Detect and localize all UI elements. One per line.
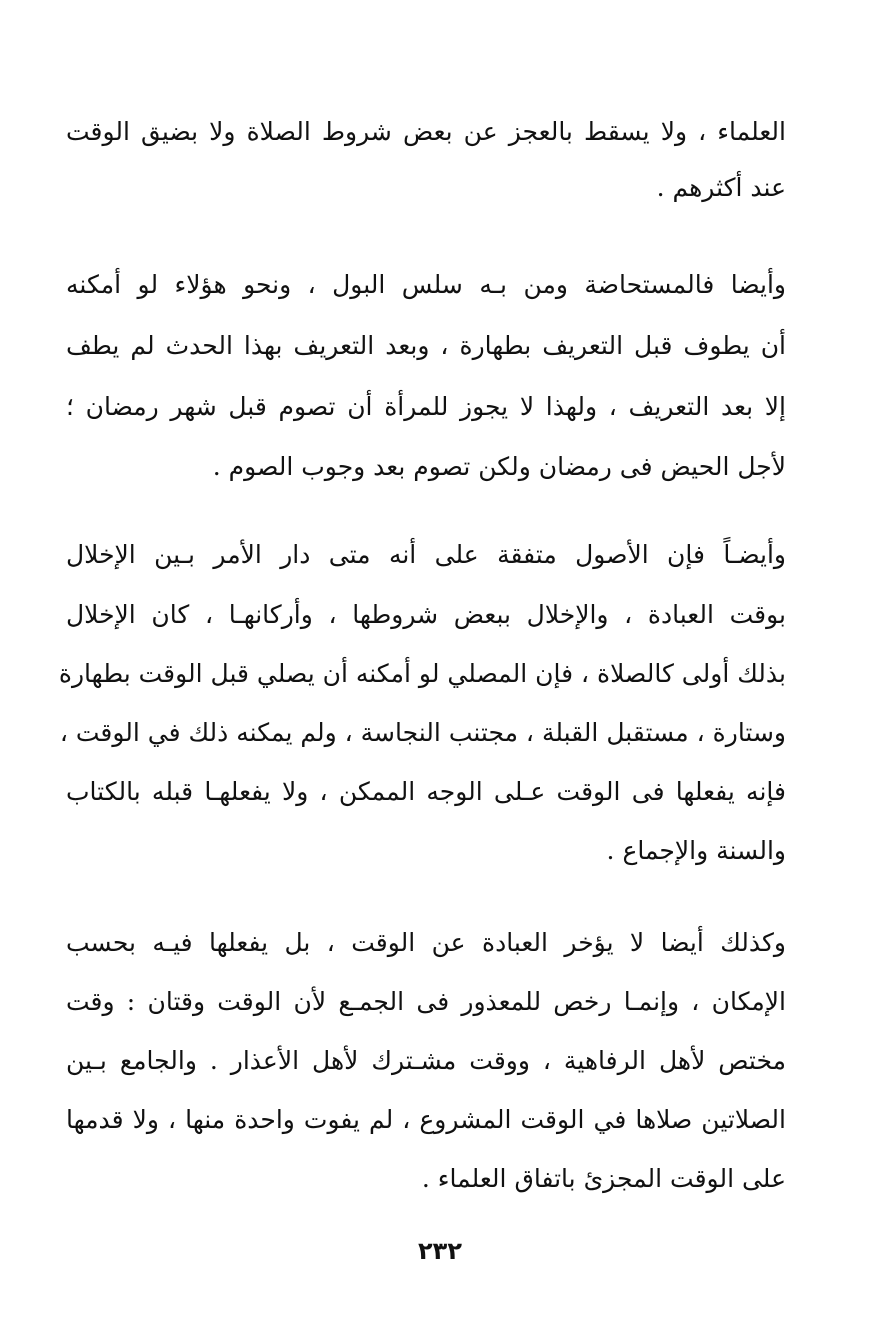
text-line: على الوقت المجزئ باتفاق العلماء . bbox=[421, 1164, 786, 1193]
text-line: بذلك أولى كالصلاة ، فإن المصلي لو أمكنه أن يصلي قبل الوقت بطهارة bbox=[58, 659, 786, 688]
text-line: والسنة والإجماع . bbox=[606, 836, 786, 865]
text-line: الصلاتين صلاها في الوقت المشروع ، لم يفوت واحدة منها ، ولا قدمها bbox=[66, 1105, 786, 1134]
text-line: العلماء ، ولا يسقط بالعجز عن بعض شروط الصلاة ولا بضيق الوقت bbox=[66, 117, 786, 146]
text-line: عند أكثرهم . bbox=[656, 173, 786, 202]
text-line: وستارة ، مستقبل القبلة ، مجتنب النجاسة ، ولم يمكنه ذلك في الوقت ، bbox=[59, 718, 786, 747]
text-line: أن يطوف قبل التعريف بطهارة ، وبعد التعريف بهذا الحدث لم يطف bbox=[66, 331, 786, 360]
text-line: وكذلك أيضا لا يؤخر العبادة عن الوقت ، بل يفعلها فيـه بحسب bbox=[66, 928, 786, 957]
text-line: بوقت العبادة ، والإخلال ببعض شروطها ، وأركانهـا ، كان الإخلال bbox=[66, 600, 786, 629]
text-line: وأيضا فالمستحاضة ومن بـه سلس البول ، ونحو هؤلاء لو أمكنه bbox=[66, 270, 786, 299]
page-number: ٢٣٢ bbox=[418, 1237, 462, 1265]
text-line: إلا بعد التعريف ، ولهذا لا يجوز للمرأة أن تصوم قبل شهر رمضان ؛ bbox=[66, 392, 786, 421]
text-line: لأجل الحيض فى رمضان ولكن تصوم بعد وجوب الصوم . bbox=[212, 452, 786, 481]
text-line: الإمكان ، وإنمـا رخص للمعذور فى الجمـع لأن الوقت وقتان : وقت bbox=[66, 987, 786, 1016]
text-line: فإنه يفعلها فى الوقت عـلى الوجه الممكن ، ولا يفعلهـا قبله بالكتاب bbox=[66, 777, 786, 806]
text-line: وأيضـاً فإن الأصول متفقة على أنه متى دار الأمر بـين الإخلال bbox=[66, 540, 786, 569]
text-line: مختص لأهل الرفاهية ، ووقت مشـترك لأهل الأعذار . والجامع بـين bbox=[66, 1046, 786, 1075]
